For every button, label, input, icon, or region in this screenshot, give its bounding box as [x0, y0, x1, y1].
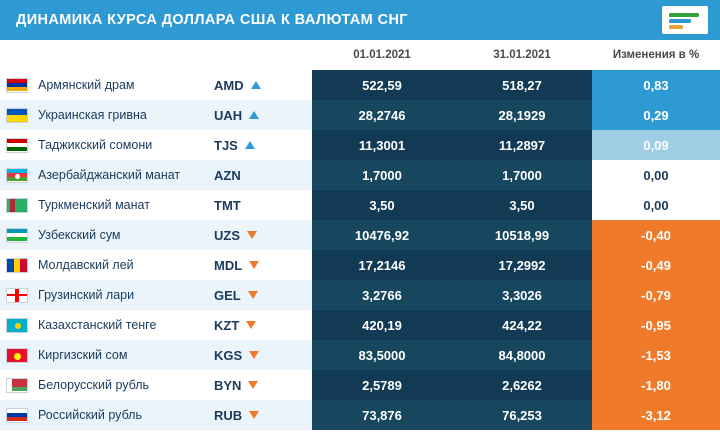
column-header-date2: 31.01.2021	[493, 49, 551, 61]
currency-name: Молдавский лей	[38, 258, 134, 272]
trend-down-icon	[247, 231, 257, 239]
flag-cell	[0, 280, 34, 310]
table-row	[0, 70, 720, 100]
table-row	[0, 190, 720, 220]
currency-code: MDL	[214, 250, 312, 280]
rate-date2: 3,50	[452, 190, 592, 220]
change-percent: -1,80	[592, 370, 720, 400]
flag-azn-icon	[6, 168, 28, 183]
flag-amd-icon	[6, 78, 28, 93]
change-percent: 0,00	[592, 190, 720, 220]
flag-cell	[0, 160, 34, 190]
rate-date1: 17,2146	[312, 250, 452, 280]
trend-down-icon	[249, 351, 259, 359]
flag-cell	[0, 130, 34, 160]
currency-name: Украинская гривна	[34, 100, 214, 130]
flag-cell	[0, 370, 34, 400]
table-row	[0, 160, 720, 190]
table-row	[0, 130, 720, 160]
trend-up-icon	[251, 81, 261, 89]
change-percent: -0,40	[592, 220, 720, 250]
currency-code: UZS	[214, 220, 312, 250]
flag-mdl-icon	[6, 258, 28, 273]
rate-date1: 3,50	[312, 190, 452, 220]
rate-date2: 1,7000	[452, 160, 592, 190]
currency-code: AMD	[214, 70, 312, 100]
currency-name: Киргизский сом	[34, 340, 214, 370]
rate-date2: 84,8000	[452, 340, 592, 370]
flag-cell	[0, 100, 34, 130]
rate-date2: 518,27	[452, 70, 592, 100]
rate-date1: 3,2766	[312, 280, 452, 310]
page-title: ДИНАМИКА КУРСА ДОЛЛАРА США К ВАЛЮТАМ СНГ	[16, 12, 408, 28]
table-row	[0, 370, 720, 400]
change-percent: -1,53	[592, 340, 720, 370]
rate-date1: 83,5000	[312, 340, 452, 370]
rate-date1: 522,59	[312, 70, 452, 100]
rate-date2: 76,253	[452, 400, 592, 430]
trend-down-icon	[248, 381, 258, 389]
table-column-headers	[0, 40, 720, 70]
flag-cell	[0, 250, 34, 280]
flag-uzs-icon	[6, 228, 28, 243]
flag-rub-icon	[6, 408, 28, 423]
header-bar	[0, 0, 720, 40]
currency-name: Белорусский рубль	[38, 378, 150, 392]
flag-kgs-icon	[6, 348, 28, 363]
table-row	[0, 310, 720, 340]
rate-date1: 10476,92	[312, 220, 452, 250]
trend-down-icon	[249, 261, 259, 269]
flag-cell	[0, 310, 34, 340]
rate-date2: 3,3026	[452, 280, 592, 310]
rate-date1: 28,2746	[312, 100, 452, 130]
flag-cell	[0, 400, 34, 430]
flag-cell	[0, 190, 34, 220]
currency-name: Азербайджанский манат	[34, 160, 214, 190]
table-row	[0, 340, 720, 370]
change-percent: 0,09	[592, 130, 720, 160]
trend-down-icon	[246, 321, 256, 329]
rate-date1: 2,5789	[312, 370, 452, 400]
rate-date1: 73,876	[312, 400, 452, 430]
currency-code: KGS	[214, 340, 312, 370]
footer-spacer	[0, 430, 720, 444]
trend-flat-icon	[248, 171, 258, 179]
currency-code: UAH	[214, 100, 312, 130]
currency-code: BYN	[214, 370, 312, 400]
rate-date2: 2,6262	[452, 370, 592, 400]
change-percent: 0,00	[592, 160, 720, 190]
change-percent: -3,12	[592, 400, 720, 430]
trend-down-icon	[249, 411, 259, 419]
change-percent: -0,95	[592, 310, 720, 340]
currency-name: Армянский драм	[38, 78, 135, 92]
column-header-change: Изменения в %	[612, 49, 700, 61]
currency-name: Казахстанский тенге	[38, 318, 157, 332]
currency-code: KZT	[214, 310, 312, 340]
flag-uah-icon	[6, 108, 28, 123]
change-percent: 0,83	[592, 70, 720, 100]
rate-date1: 420,19	[312, 310, 452, 340]
table-row	[0, 250, 720, 280]
currency-code: TJS	[214, 130, 312, 160]
currency-name: Туркменский манат	[38, 198, 150, 212]
currency-code: GEL	[214, 280, 312, 310]
news-agency-logo	[662, 6, 708, 34]
currency-code: RUB	[214, 400, 312, 430]
currency-name: Узбекский сум	[34, 220, 214, 250]
currency-code: AZN	[214, 160, 312, 190]
flag-cell	[0, 220, 34, 250]
change-percent: -0,79	[592, 280, 720, 310]
rate-date1: 11,3001	[312, 130, 452, 160]
currency-code: TMT	[214, 190, 312, 220]
rate-date1: 1,7000	[312, 160, 452, 190]
rate-date2: 10518,99	[452, 220, 592, 250]
rate-date2: 28,1929	[452, 100, 592, 130]
flag-kzt-icon	[6, 318, 28, 333]
currency-name: Российский рубль	[34, 400, 214, 430]
rate-date2: 424,22	[452, 310, 592, 340]
flag-cell	[0, 70, 34, 100]
trend-up-icon	[249, 111, 259, 119]
currency-name: Грузинский лари	[34, 280, 214, 310]
rate-date2: 17,2992	[452, 250, 592, 280]
currency-table-body	[0, 70, 720, 430]
flag-gel-icon	[6, 288, 28, 303]
table-row	[0, 220, 720, 250]
change-percent: 0,29	[592, 100, 720, 130]
trend-down-icon	[248, 291, 258, 299]
trend-flat-icon	[248, 201, 258, 209]
flag-cell	[0, 340, 34, 370]
rate-date2: 11,2897	[452, 130, 592, 160]
flag-tjs-icon	[6, 138, 28, 153]
column-header-date1: 01.01.2021	[353, 49, 411, 61]
table-row	[0, 400, 720, 430]
table-row	[0, 280, 720, 310]
table-row	[0, 100, 720, 130]
change-percent: -0,49	[592, 250, 720, 280]
currency-name: Таджикский сомони	[38, 138, 153, 152]
trend-up-icon	[245, 141, 255, 149]
flag-byn-icon	[6, 378, 28, 393]
flag-tmt-icon	[6, 198, 28, 213]
